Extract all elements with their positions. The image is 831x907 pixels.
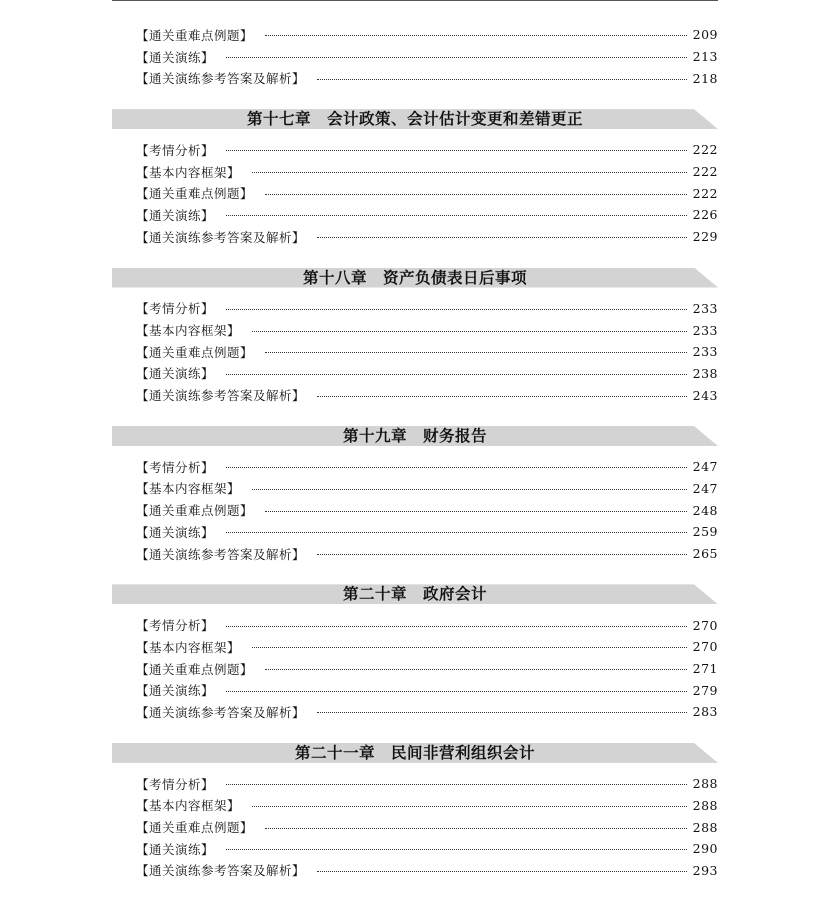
dot-leader (317, 712, 687, 713)
toc-entry[interactable] (136, 499, 718, 521)
entry-label: 【通关演练】 (136, 207, 215, 223)
toc-entry[interactable] (136, 319, 718, 341)
entry-page: 288 (692, 797, 718, 813)
dot-leader (317, 237, 687, 238)
entry-label: 【通关演练】 (136, 524, 215, 540)
chapter-title: 第十八章 资产负债表日后事项 (302, 267, 527, 287)
entry-page: 248 (692, 502, 718, 518)
entry-label: 【通关演练参考答案及解析】 (136, 388, 306, 404)
entry-label: 【考情分析】 (136, 459, 215, 475)
chapter-title: 第十七章 会计政策、会计估计变更和差错更正 (246, 109, 583, 129)
dot-leader (226, 150, 687, 151)
toc-entry[interactable] (136, 816, 718, 838)
entry-label: 【通关重难点例题】 (136, 661, 254, 677)
dot-leader (265, 669, 687, 670)
dot-leader (226, 57, 687, 58)
entry-page: 218 (692, 70, 718, 86)
dot-leader (317, 871, 687, 872)
chapter-header[interactable] (112, 426, 718, 446)
toc-entry[interactable] (136, 204, 718, 226)
chapter-section (112, 584, 718, 722)
toc-entry[interactable] (136, 658, 718, 680)
entry-label: 【通关演练】 (136, 366, 215, 382)
entry-page: 213 (692, 49, 718, 65)
toc-entry[interactable] (136, 363, 718, 385)
toc-entry[interactable] (136, 838, 718, 860)
entry-label: 【通关重难点例题】 (136, 27, 254, 43)
dot-leader (265, 35, 687, 36)
entry-page: 270 (692, 639, 718, 655)
dot-leader (226, 309, 687, 310)
chapter-title: 第十九章 财务报告 (342, 425, 487, 445)
toc-entry[interactable] (136, 860, 718, 882)
entry-label: 【基本内容框架】 (136, 798, 241, 814)
toc-entry[interactable] (136, 24, 718, 46)
entry-page: 288 (692, 776, 718, 792)
dot-leader (252, 172, 687, 173)
chapter-section (112, 268, 718, 406)
dot-leader (226, 215, 687, 216)
toc-entry[interactable] (136, 456, 718, 478)
entry-page: 233 (692, 300, 718, 316)
entry-page: 229 (692, 229, 718, 245)
entry-page: 259 (692, 524, 718, 540)
toc-entry[interactable] (136, 543, 718, 565)
entry-label: 【通关重难点例题】 (136, 503, 254, 519)
entry-label: 【考情分析】 (136, 301, 215, 317)
chapter-section (112, 743, 718, 881)
dot-leader (226, 691, 687, 692)
dot-leader (226, 784, 687, 785)
entry-page: 270 (692, 617, 718, 633)
entry-page: 209 (692, 27, 718, 43)
entry-label: 【通关演练】 (136, 49, 215, 65)
dot-leader (252, 331, 687, 332)
entry-label: 【基本内容框架】 (136, 481, 241, 497)
dot-leader (226, 467, 687, 468)
entry-page: 279 (692, 682, 718, 698)
dot-leader (317, 79, 687, 80)
chapter-header[interactable] (112, 743, 718, 763)
entry-page: 233 (692, 344, 718, 360)
entry-label: 【通关演练参考答案及解析】 (136, 863, 306, 879)
entry-label: 【通关演练参考答案及解析】 (136, 704, 306, 720)
table-of-contents (112, 24, 718, 881)
dot-leader (252, 806, 687, 807)
chapter-title: 第二十一章 民间非营利组织会计 (294, 742, 535, 762)
entry-label: 【通关演练参考答案及解析】 (136, 71, 306, 87)
entry-page: 222 (692, 164, 718, 180)
entry-label: 【考情分析】 (136, 142, 215, 158)
entry-label: 【通关重难点例题】 (136, 820, 254, 836)
dot-leader (265, 352, 687, 353)
entry-page: 222 (692, 185, 718, 201)
toc-entry[interactable] (136, 636, 718, 658)
dot-leader (226, 849, 687, 850)
dot-leader (317, 396, 687, 397)
dot-leader (226, 626, 687, 627)
entry-label: 【考情分析】 (136, 776, 215, 792)
chapter-title: 第二十章 政府会计 (342, 584, 487, 604)
dot-leader (265, 511, 687, 512)
entry-label: 【基本内容框架】 (136, 164, 241, 180)
entry-page: 233 (692, 322, 718, 338)
entry-page: 283 (692, 704, 718, 720)
toc-entry[interactable] (136, 161, 718, 183)
entry-label: 【通关重难点例题】 (136, 344, 254, 360)
dot-leader (226, 374, 687, 375)
toc-entry[interactable] (136, 701, 718, 723)
entry-page: 290 (692, 841, 718, 857)
chapter-section (112, 109, 718, 247)
toc-entry[interactable] (136, 139, 718, 161)
toc-entry[interactable] (136, 478, 718, 500)
entry-page: 265 (692, 546, 718, 562)
chapter-section (112, 426, 718, 564)
toc-entry[interactable] (136, 298, 718, 320)
toc-entry[interactable] (136, 679, 718, 701)
entry-page: 288 (692, 819, 718, 835)
chapter-header[interactable] (112, 109, 718, 129)
toc-entry[interactable] (136, 614, 718, 636)
toc-entry[interactable] (136, 384, 718, 406)
top-rule (112, 0, 718, 1)
toc-entry[interactable] (136, 521, 718, 543)
toc-entry[interactable] (136, 182, 718, 204)
entry-label: 【基本内容框架】 (136, 639, 241, 655)
toc-entry[interactable] (136, 341, 718, 363)
toc-entry[interactable] (136, 67, 718, 89)
dot-leader (252, 489, 687, 490)
chapter-header[interactable] (112, 584, 718, 604)
dot-leader (317, 554, 687, 555)
entry-label: 【通关演练】 (136, 841, 215, 857)
entry-label: 【基本内容框架】 (136, 323, 241, 339)
toc-entry[interactable] (136, 226, 718, 248)
entry-label: 【考情分析】 (136, 618, 215, 634)
entry-label: 【通关演练】 (136, 683, 215, 699)
dot-leader (252, 647, 687, 648)
toc-entry[interactable] (136, 46, 718, 68)
entry-label: 【通关演练参考答案及解析】 (136, 546, 306, 562)
entry-page: 243 (692, 387, 718, 403)
entry-page: 247 (692, 480, 718, 496)
chapter-header[interactable] (112, 268, 718, 288)
entry-page: 238 (692, 365, 718, 381)
dot-leader (265, 194, 687, 195)
top-entries (112, 24, 718, 89)
entry-page: 247 (692, 459, 718, 475)
toc-entry[interactable] (136, 773, 718, 795)
dot-leader (226, 532, 687, 533)
entry-label: 【通关演练参考答案及解析】 (136, 229, 306, 245)
entry-page: 222 (692, 142, 718, 158)
entry-page: 271 (692, 661, 718, 677)
entry-page: 226 (692, 207, 718, 223)
entry-label: 【通关重难点例题】 (136, 186, 254, 202)
dot-leader (265, 828, 687, 829)
toc-entry[interactable] (136, 795, 718, 817)
entry-page: 293 (692, 862, 718, 878)
